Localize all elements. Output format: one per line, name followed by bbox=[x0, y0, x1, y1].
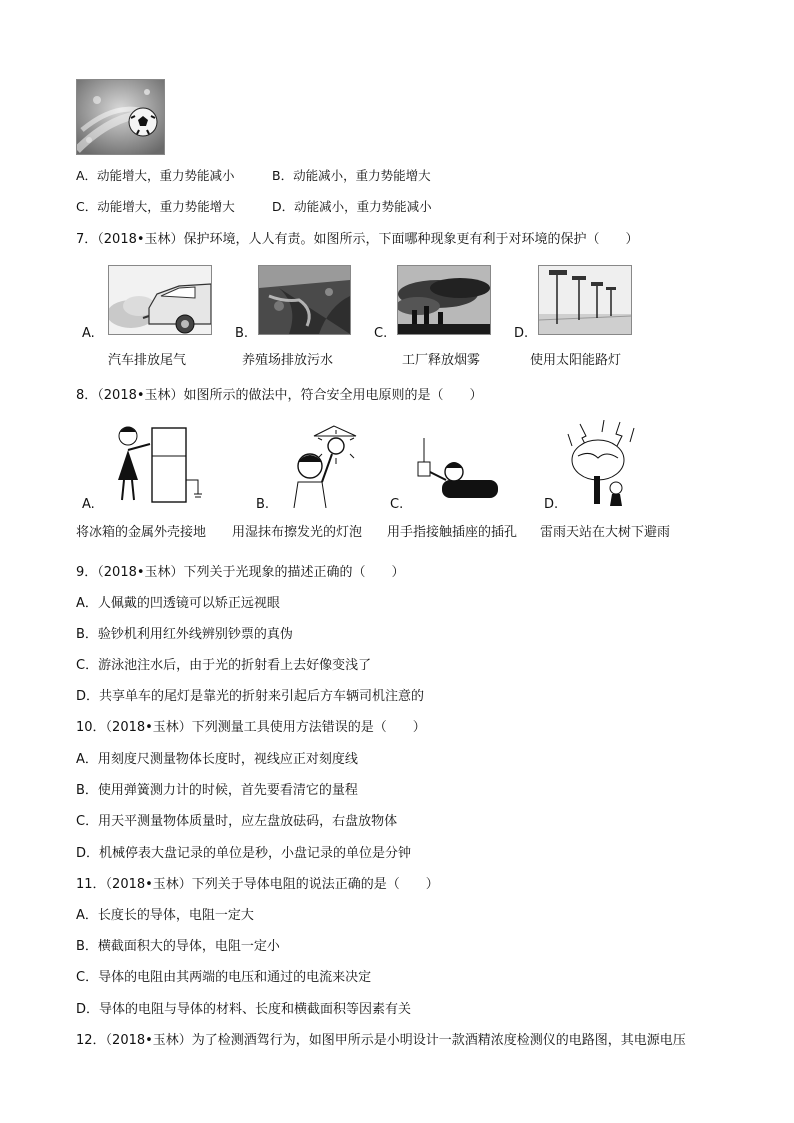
q9-option-b: B．验钞机利用红外线辨别钞票的真伪 bbox=[76, 627, 293, 642]
q7-letter-c: C. bbox=[374, 326, 388, 341]
q10-stem: 10．（2018•玉林）下列测量工具使用方法错误的是（ ） bbox=[76, 720, 426, 735]
tree-lightning-image bbox=[560, 420, 646, 508]
q8-stem: 8．（2018•玉林）如图所示的做法中，符合安全用电原则的是（ ） bbox=[76, 388, 483, 403]
q9-stem: 9．（2018•玉林）下列关于光现象的描述正确的（ ） bbox=[76, 565, 405, 580]
q6-option-b: B．动能减小，重力势能增大 bbox=[272, 168, 431, 183]
farm-sewage-image bbox=[258, 265, 351, 335]
q6-option-d: D．动能减小，重力势能减小 bbox=[272, 199, 432, 214]
q7-caption-a: 汽车排放尾气 bbox=[108, 353, 187, 368]
q11-stem: 11．（2018•玉林）下列关于导体电阻的说法正确的是（ ） bbox=[76, 877, 439, 892]
q7-caption-d: 使用太阳能路灯 bbox=[530, 353, 622, 368]
q8-caption-c: 用手指接触插座的插孔 bbox=[387, 525, 518, 540]
solar-streetlight-image bbox=[538, 265, 632, 335]
q11-option-b: B．横截面积大的导体，电阻一定小 bbox=[76, 939, 280, 954]
q7-letter-b: B. bbox=[235, 326, 249, 341]
q11-option-d: D．导体的电阻与导体的材料、长度和横截面积等因素有关 bbox=[76, 1002, 412, 1017]
wet-cloth-bulb-image bbox=[280, 420, 372, 508]
car-exhaust-image bbox=[108, 265, 212, 335]
q10-option-c: C．用天平测量物体质量时，应左盘放砝码，右盘放物体 bbox=[76, 814, 398, 829]
q12-stem: 12．（2018•玉林）为了检测酒驾行为，如图甲所示是小明设计一款酒精浓度检测仪的电路图，其电源电压 bbox=[76, 1033, 686, 1048]
q6-option-c: C．动能增大，重力势能增大 bbox=[76, 199, 235, 214]
q7-caption-c: 工厂释放烟雾 bbox=[402, 353, 481, 368]
q8-caption-d: 雷雨天站在大树下避雨 bbox=[540, 525, 671, 540]
q10-option-b: B．使用弹簧测力计的时候，首先要看清它的量程 bbox=[76, 783, 358, 798]
q9-option-d: D．共享单车的尾灯是靠光的折射来引起后方车辆司机注意的 bbox=[76, 689, 425, 704]
q9-option-c: C．游泳池注水后，由于光的折射看上去好像变浅了 bbox=[76, 658, 372, 673]
q9-option-a: A．人佩戴的凹透镜可以矫正远视眼 bbox=[76, 596, 280, 611]
q6-option-a: A．动能增大，重力势能减小 bbox=[76, 168, 235, 183]
q8-letter-a: A. bbox=[82, 497, 95, 512]
q8-letter-c: C. bbox=[390, 497, 404, 512]
q8-caption-b: 用湿抹布擦发光的灯泡 bbox=[232, 525, 363, 540]
q11-option-c: C．导体的电阻由其两端的电压和通过的电流来决定 bbox=[76, 970, 372, 985]
q7-letter-d: D. bbox=[514, 326, 529, 341]
q10-option-d: D．机械停表大盘记录的单位是秒，小盘记录的单位是分钟 bbox=[76, 846, 412, 861]
q7-stem: 7．（2018•玉林）保护环境，人人有责。如图所示，下面哪种现象更有利于对环境的保护（ ） bbox=[76, 232, 639, 247]
fridge-grounding-image bbox=[102, 420, 212, 508]
q11-option-a: A．长度长的导体，电阻一定大 bbox=[76, 908, 254, 923]
finger-socket-image bbox=[412, 432, 502, 502]
q10-option-a: A．用刻度尺测量物体长度时，视线应正对刻度线 bbox=[76, 752, 358, 767]
q8-letter-b: B. bbox=[256, 497, 270, 512]
factory-smoke-image bbox=[397, 265, 491, 335]
q8-letter-d: D. bbox=[544, 497, 559, 512]
q8-caption-a: 将冰箱的金属外壳接地 bbox=[76, 525, 207, 540]
q7-letter-a: A. bbox=[82, 326, 95, 341]
q7-caption-b: 养殖场排放污水 bbox=[242, 353, 334, 368]
soccer-ball-image bbox=[76, 79, 165, 155]
